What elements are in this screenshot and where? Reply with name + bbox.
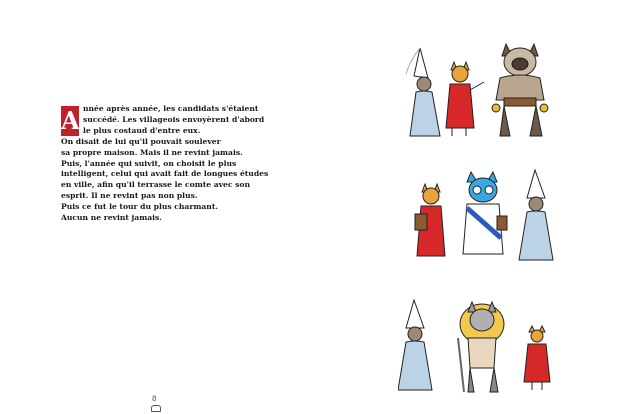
cat-red-dress-figure (446, 62, 484, 136)
page-ornament-icon (151, 405, 161, 412)
text-line-4: On disait de lui qu'il pouvait soulever (61, 136, 221, 146)
small-cat-red-dress-figure (524, 326, 550, 390)
lady-hennin-figure-3 (398, 300, 432, 390)
dropcap-paragraph (61, 104, 291, 137)
cat-with-book-figure (415, 184, 445, 256)
page-number: 8 (152, 395, 157, 403)
dropcap-letter: A (61, 106, 80, 135)
text-line-10: Puis ce fut le tour du plus charmant. (61, 202, 218, 212)
illustration-strongman (400, 40, 570, 140)
text-line-11: Aucun ne revint jamais. (61, 213, 162, 223)
text-line-1: nnée après année, les candidats s'étaient (83, 104, 259, 113)
text-line-8: en ville, afin qu'il terrasse le comte avec son (61, 180, 251, 190)
text-line-6: Puis, l'année qui suivit, on choisit le plus (61, 158, 237, 168)
illustration-scholar (405, 168, 565, 263)
lady-hennin-figure-2 (519, 170, 553, 260)
charming-cat-figure (458, 302, 504, 392)
muscular-cat-figure (492, 44, 548, 136)
text-line-9: esprit. Il ne revint pas non plus. (61, 191, 198, 201)
text-line-3: le plus costaud d'entre eux. (83, 125, 201, 135)
lady-hennin-figure (406, 48, 440, 136)
blue-scholar-cat-figure (463, 172, 507, 254)
story-text (61, 104, 291, 224)
illustration-charmer (398, 298, 558, 394)
text-line-2: succédé. Les villageois envoyèrent d'abord (83, 114, 265, 124)
text-line-7: intelligent, celui qui avait fait de longues études (61, 169, 269, 179)
text-line-5: sa propre maison. Mais il ne revint jamais. (61, 147, 243, 157)
